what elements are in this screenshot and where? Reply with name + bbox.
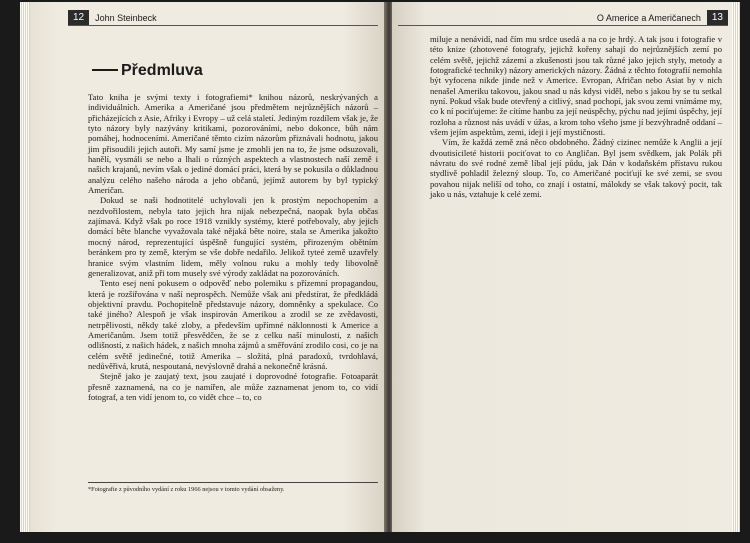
left-page: [30, 2, 386, 532]
paragraph: Dokud se naši hodnotitelé uchylovali jen k prostým nepochopením a nezdvořilostem, nebyla tato jejich hra nijak nebezpečná, naopak byla občas zajímavá. Když však po roce 1918 vznikly systémy, které potřebovaly, aby jejich domácí bête blanche vyvažovala také nějaká bête noire, stala se Amerika jakožto mocný národ, reprezentující úspěšně fungující systém, přirozeným obětním beránkem pro ty země, kterým se vše dobře nedařilo. Jelikož tyteé země uzavřely hranice svým vlastním lidem, měly volnou ruku a mohly tedy libovolně generalizovat, aniž při tom musely své výrody zakládat na pozorováních.: [88, 195, 378, 278]
chapter-title-text: Předmluva: [121, 62, 203, 79]
open-book: [8, 2, 744, 534]
page-number-left: 12: [68, 10, 89, 25]
paragraph: miluje a nenávidí, nad čím mu srdce usedá a na co je hrdý. A tak jsou i fotografie v této knize (zhotovené fotografy, jejichž kořeny sahají do nejrůznějších zemí po celém světě, jejichž zázemí a zkušenosti jsou tak různé jako jejich styly, metody a fotografické techniky) názory amerických názory. Žádná z těchto fotografií nemohla být vyfocena nikde jinde než v Americe. Evropan, Afričan nebo Asiat by v nich nenašel Ameriku takovou, jakou snad u nás kdysi viděl, nebo s jakou by se tu setkal nyní. Pokud však bude otevřený a citlivý, snad pochopí, jak svou zemi vnímáme my, co k ní pociťujeme: že cítíme hanbu za její neúspěchy, pýchu nad jejími úspěchy, její rozloha a různost nás uvádí v úžas, a krom toho všeho jsme jí bezvýhradně oddaní – všem jejím aspektům, zemi, ideji i její mystičnosti.: [430, 34, 722, 138]
paragraph: Stejně jako je zaujatý text, jsou zaujaté i doprovodné fotografie. Fotoaparát přesně zaznamená, na co je namířen, ale může zaznamenat jenom to, co vidí fotograf, a ten vidí jenom to, co vidět chce – to, co: [88, 371, 378, 402]
paragraph: Vím, že každá země zná něco obdobného. Žádný cizinec nemůže k Anglii a její dvoutisícileté historii pociťovat to co Angličan. Byl jsem svědkem, jak Polák při návratu do své rodné země líbal její půdu, jak Dán v kodaňském přístavu rukou stydlivě pohladil železný sloup. To, co Američané pociťují ke své zemi, se svou povahou nijak neliší od toho, co znají i ostatní, málokdy se však takový pocit, tak jako u nás, vztahuje k celé zemi.: [430, 137, 722, 200]
chapter-title: [92, 62, 203, 80]
footnote: [88, 482, 378, 493]
paragraph: Tato kniha je svými texty i fotografiemi* knihou názorů, neskrývaných a individuálních. Amerika a Američané jsou předmětem nejrůznějších názorů – přicházejících z Asie, Afriky i Evropy – už celá staletí. Jediným rozdílem však je, že tyto názory byly nazývány kritikami, pozorováními, nebo dokonce, bůh nám pomáhej, hodnoceními. Američané těmto cizím názorům přiznávali hodnotu, jakou jim přisoudili jejich autoři. My samí jsme je zmohli jen na to, že jsme odsuzovali, hanělí, vysmáli se nebo a lhali o různých aspektech a vlastnostech naší země i našich krajanů, nevím však o jediné domácí práci, která by se pokusila o důkladnou analýzu celého našeho národa a jeho občanů, jejímž autorem by byl typický Američan.: [88, 92, 378, 196]
running-head-author: John Steinbeck: [95, 12, 157, 23]
right-page-edges: [732, 2, 740, 532]
paragraph: Tento esej není pokusem o odpověď nebo polemiku s přízemní propagandou, která je rozšiřována v naší neprospěch. Nemůže však ani předstírat, že předkládá objektivní pravdu. Pochopitelně představuje názory, domněnky a spekulace. Co také jiného? Alespoň je však inspirován Amerikou a zrodil se ze zvědavosti, netrpělivosti, někdy také zloby, a především upřímné náklonnosti k Americe a Američanům. Jsem totiž přesvědčen, že se z celku naší minulosti, z našich odlišností, z našich hádek, z našich mnoha zájmů a směřování zrodilo cosi, co je na celém světě jedinečné, totiž Amerika – složitá, plná paradoxů, tvrdohlavá, nedůvěřivá, krutá, nespoutaná, nevýslovně drahá a nekonečně krásná.: [88, 278, 378, 371]
page-number-right: 13: [707, 10, 728, 25]
left-running-header: [68, 10, 378, 26]
footnote-text: *Fotografie z původního vydání z roku 1966 nejsou v tomto vydání obsaženy.: [88, 486, 285, 493]
right-body-text: [430, 34, 722, 200]
right-running-header: [398, 10, 728, 26]
title-rule: [92, 69, 118, 71]
running-head-title: O Americe a Američanech: [596, 12, 701, 23]
right-page: [392, 2, 734, 532]
left-body-text: [88, 92, 378, 402]
